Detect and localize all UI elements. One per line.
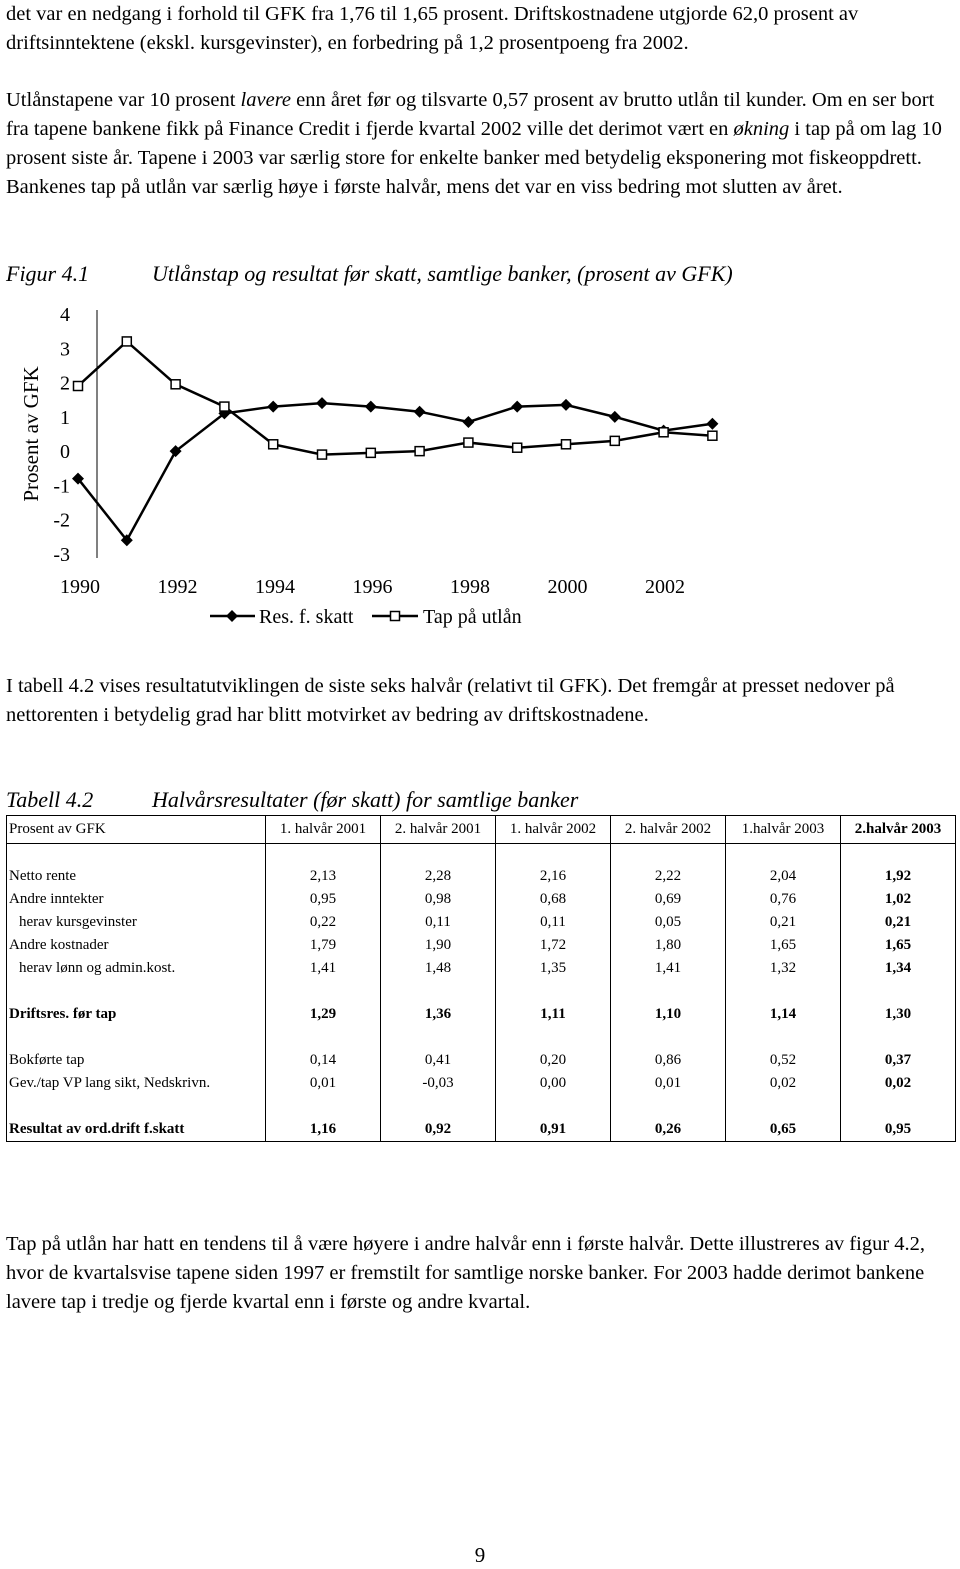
square-marker [464,438,473,447]
cell: 2,22 [611,865,726,888]
square-marker [708,431,717,440]
diamond-marker [609,411,621,423]
square-marker [171,380,180,389]
x-tick-label: 1992 [157,576,198,598]
cell: 2,13 [266,865,381,888]
p2-emphasis-okning: økning [733,118,790,140]
y-axis-label: Prosent av GFK [19,366,43,502]
cell: 0,52 [726,1049,841,1072]
figure-number: Figur 4.1 [6,261,90,286]
header-h1-2003: 1.halvår 2003 [726,816,841,844]
cell: 0,01 [266,1072,381,1095]
cell: 0,02 [726,1072,841,1095]
header-h2-2001: 2. halvår 2001 [381,816,496,844]
y-tick-label: 1 [60,406,70,429]
table-spacer [7,1095,956,1118]
cell: 0,37 [841,1049,956,1072]
table-row [7,1049,956,1072]
x-tick-label: 1994 [255,576,295,598]
legend-diamond-marker [226,610,238,622]
cell: 0,11 [496,911,611,934]
paragraph-table-intro: I tabell 4.2 vises resultatutviklingen de siste seks halvår (relativt til GFK). Det fremgår at presset nedover på nettorenten i betydelig grad har blitt motvirket av bedring av driftskostnadene. [6,675,895,726]
legend-label: Tap på utlån [423,606,522,628]
square-marker [610,436,619,445]
row-label: Gev./tap VP lang sikt, Nedskrivn. [7,1072,266,1095]
cell: 0,21 [841,911,956,934]
row-label: Andre kostnader [7,934,266,957]
y-tick-label: -3 [53,544,70,566]
x-tick-label: 2000 [547,576,588,598]
cell: 1,48 [381,957,496,980]
cell: 0,69 [611,888,726,911]
square-marker [318,450,327,459]
cell: 1,32 [726,957,841,980]
table-row [7,934,956,957]
cell: 0,91 [496,1118,611,1142]
cell: 0,05 [611,911,726,934]
table-row [7,957,956,980]
diamond-marker [316,397,328,409]
cell: 1,30 [841,1003,956,1026]
cell: 1,90 [381,934,496,957]
square-marker [269,440,278,449]
cell: 0,65 [726,1118,841,1142]
row-label: Resultat av ord.drift f.skatt [7,1118,266,1142]
legend-square-marker [391,612,400,621]
row-label: herav lønn og admin.kost. [7,957,266,980]
cell: 0,95 [266,888,381,911]
cell: 0,21 [726,911,841,934]
square-marker [220,402,229,411]
diamond-marker [365,401,377,413]
diamond-marker [706,418,718,430]
x-tick-label: 2002 [645,576,685,598]
cell: 1,72 [496,934,611,957]
cell: 0,95 [841,1118,956,1142]
cell: 1,29 [266,1003,381,1026]
p2-text-a: Utlånstapene var 10 prosent [6,89,241,111]
p2-text-c: i tap på om lag 10 prosent siste år. Tapene i 2003 var særlig store for enkelte banker med betydelig eksponering mot fiskeoppdrett. Bankenes tap på utlån var særlig høye i første halvår, mens det var en viss bedring mot slutten av året. [6,118,942,198]
p2-text-b: enn året før og tilsvarte 0,57 prosent av brutto utlån til kunder. Om en ser bort fra tapene bankene fikk på Finance Credit i fjerde kvartal 2002 ville det derimot vært en [6,89,935,140]
x-tick-label: 1990 [60,576,100,598]
cell: 0,86 [611,1049,726,1072]
square-marker [562,440,571,449]
cell: 1,92 [841,865,956,888]
header-h1-2001: 1. halvår 2001 [266,816,381,844]
square-marker [122,337,131,346]
table-spacer [7,1026,956,1049]
table-number: Tabell 4.2 [6,787,94,812]
diamond-marker [414,406,426,418]
page-number: 9 [474,1543,486,1567]
cell: 1,16 [266,1118,381,1142]
legend-label: Res. f. skatt [259,606,354,628]
cell: 1,36 [381,1003,496,1026]
cell: 0,00 [496,1072,611,1095]
cell: 0,41 [381,1049,496,1072]
cell: 0,92 [381,1118,496,1142]
row-label: herav kursgevinster [7,911,266,934]
cell: 1,35 [496,957,611,980]
paragraph-loan-losses [6,86,954,202]
table-row [7,911,956,934]
line-chart [0,290,960,640]
cell: 2,04 [726,865,841,888]
cell: 1,41 [266,957,381,980]
square-marker [415,447,424,456]
paragraph-seasonal-losses: Tap på utlån har hatt en tendens til å være høyere i andre halvår enn i første halvår. Dette illustreres av figur 4.2, hvor de kvartalsvise tapene siden 1997 er fremstilt for samtlige norske banker. For 2003 hadde derimot bankene lavere tap i tredje og fjerde kvartal enn i første og andre kvartal. [6,1233,926,1313]
table-row [7,1072,956,1095]
table-title: Halvårsresultater (før skatt) for samtlige banker [152,787,579,812]
cell: 0,20 [496,1049,611,1072]
cell: 1,79 [266,934,381,957]
row-label: Bokførte tap [7,1049,266,1072]
table-row [7,888,956,911]
cell: 2,28 [381,865,496,888]
cell: 1,14 [726,1003,841,1026]
square-marker [366,448,375,457]
square-marker [513,443,522,452]
cell: 2,16 [496,865,611,888]
header-h2-2002: 2. halvår 2002 [611,816,726,844]
cell: 0,98 [381,888,496,911]
x-tick-label: 1998 [450,576,490,598]
cell: 1,10 [611,1003,726,1026]
y-tick-label: 0 [60,441,70,464]
row-label: Andre inntekter [7,888,266,911]
cell: 1,11 [496,1003,611,1026]
header-h1-2002: 1. halvår 2002 [496,816,611,844]
paragraph-intro: det var en nedgang i forhold til GFK fra 1,76 til 1,65 prosent. Driftskostnadene utgjorde 62,0 prosent av driftsinntektene (ekskl. kursgevinster), en forbedring på 1,2 prosentpoeng fra 2002. [6,3,859,54]
cell: 0,02 [841,1072,956,1095]
results-table [6,815,956,1142]
cell: 1,65 [841,934,956,957]
y-tick-label: -1 [53,475,70,498]
y-tick-label: 2 [60,372,70,395]
header-label: Prosent av GFK [7,816,266,844]
table-spacer [7,844,956,866]
p2-emphasis-lavere: lavere [240,89,292,111]
cell: 1,34 [841,957,956,980]
cell: 0,26 [611,1118,726,1142]
table-header-row [7,816,956,844]
y-tick-label: -2 [53,509,70,532]
diamond-marker [560,399,572,411]
x-tick-label: 1996 [352,576,393,598]
figure-title: Utlånstap og resultat før skatt, samtlige banker, (prosent av GFK) [152,261,733,286]
cell: 0,68 [496,888,611,911]
cell: 0,14 [266,1049,381,1072]
table-row [7,1003,956,1026]
diamond-marker [267,401,279,413]
row-label: Driftsres. før tap [7,1003,266,1026]
cell: 1,65 [726,934,841,957]
cell: 1,80 [611,934,726,957]
square-marker [74,382,83,391]
row-label: Netto rente [7,865,266,888]
cell: 1,02 [841,888,956,911]
square-marker [659,428,668,437]
cell: 0,11 [381,911,496,934]
y-tick-label: 3 [60,338,70,361]
diamond-marker [511,401,523,413]
cell: 0,01 [611,1072,726,1095]
cell: 1,41 [611,957,726,980]
y-tick-label: 4 [60,304,70,326]
series-line-res-f-skatt [78,403,712,540]
cell: 0,76 [726,888,841,911]
table-row [7,1118,956,1142]
header-h2-2003: 2.halvår 2003 [841,816,956,844]
cell: 0,22 [266,911,381,934]
table-spacer [7,980,956,1003]
cell: -0,03 [381,1072,496,1095]
table-row [7,865,956,888]
diamond-marker [462,416,474,428]
